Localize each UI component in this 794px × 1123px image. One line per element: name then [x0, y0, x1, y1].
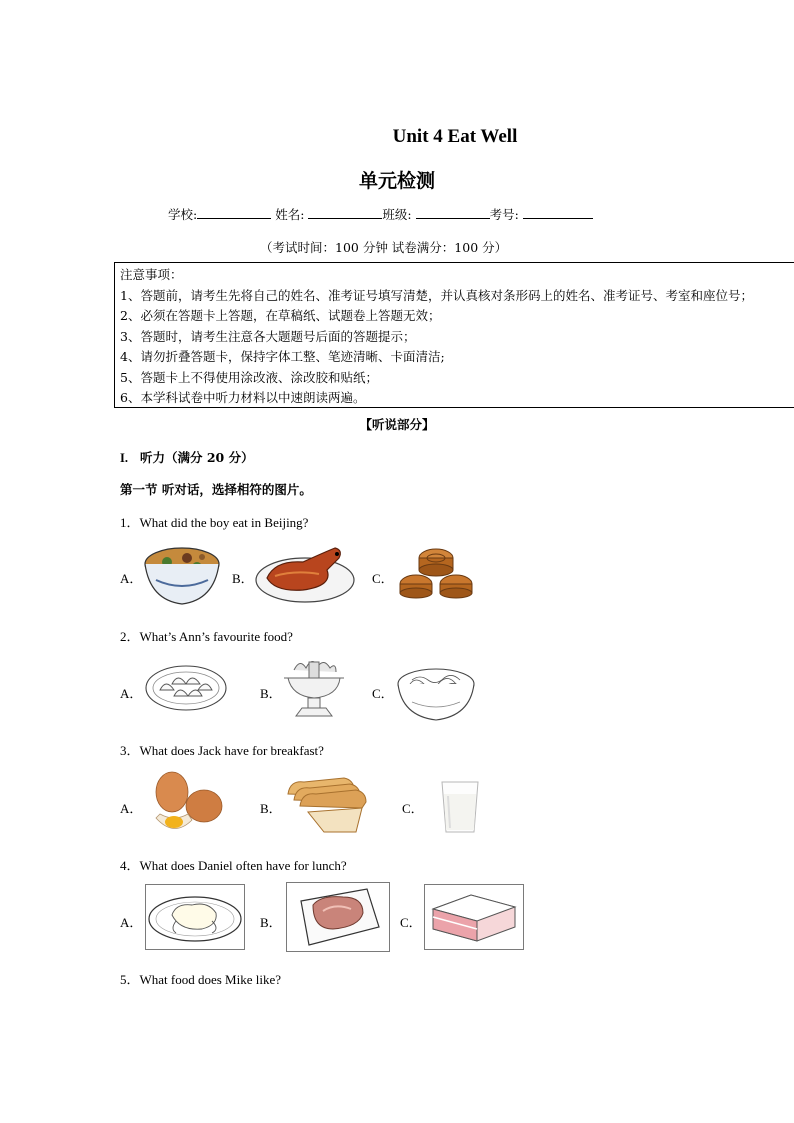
option-label[interactable]: B． [260, 686, 282, 701]
notice-heading: 注意事项： [120, 267, 183, 282]
option-label[interactable]: B． [260, 801, 282, 816]
notice-item: 6、本学科试卷中听力材料以中速朗读两遍。 [120, 390, 366, 405]
page-title: Unit 4 Eat Well [392, 126, 518, 147]
option-label[interactable]: C． [372, 686, 394, 701]
milk-image [440, 780, 480, 834]
notice-item: 1、答题前，请考生先将自己的姓名、准考证号填写清楚，并认真核对条形码上的姓名、准考证号、考室和座位号； [120, 287, 753, 303]
section-heading: 【听说部分】 [359, 417, 435, 432]
part-number: I. [120, 451, 128, 465]
roast-duck-image [255, 542, 355, 604]
notice-item: 4、请勿折叠答题卡，保持字体工整、笔迹清晰、卡面清洁; [120, 349, 445, 364]
option-label[interactable]: C． [402, 801, 424, 816]
option-label[interactable]: B． [260, 915, 282, 930]
page-subtitle: 单元检测 [358, 170, 435, 192]
class-label: 班级: [382, 207, 412, 222]
option-label[interactable]: A． [120, 801, 143, 816]
notice-box [114, 262, 794, 408]
question-text: 5．What food does Mike like? [120, 972, 282, 987]
option-label[interactable]: A． [120, 686, 143, 701]
dumplings-image [144, 662, 228, 712]
chicken-image-frame [145, 884, 245, 950]
class-blank[interactable] [416, 206, 490, 219]
name-blank[interactable] [308, 206, 382, 219]
option-label[interactable]: A． [120, 915, 143, 930]
option-label[interactable]: C． [372, 571, 394, 586]
question-text: 4．What does Daniel often have for lunch? [120, 858, 347, 873]
hot-pot-image [284, 656, 346, 722]
option-label[interactable]: B． [232, 571, 254, 586]
part-label: 听力（满分 20 分） [140, 450, 254, 465]
school-blank[interactable] [197, 206, 271, 219]
meat-image-frame [286, 882, 390, 952]
student-info-line [168, 205, 593, 223]
mooncakes-image [398, 544, 474, 602]
bread-image [284, 772, 372, 834]
pork-image [425, 885, 523, 949]
exam-no-label: 考号: [489, 207, 519, 222]
eggs-image [150, 768, 226, 836]
chicken-image [146, 885, 244, 949]
option-label[interactable]: C． [400, 915, 422, 930]
section-instruction: 第一节 听对话，选择相符的图片。 [120, 482, 312, 497]
part-heading [120, 448, 254, 466]
option-label[interactable]: A． [120, 571, 143, 586]
question-text: 1．What did the boy eat in Beijing? [120, 515, 309, 530]
notice-item: 5、答题卡上不得使用涂改液、涂改胶和贴纸； [120, 369, 378, 385]
exam-no-blank[interactable] [523, 206, 593, 219]
meat-image [287, 883, 389, 951]
name-label: 姓名: [275, 207, 305, 222]
notice-item: 3、答题时，请考生注意各大题题号后面的答题提示； [120, 328, 416, 344]
noodles-image [396, 662, 478, 724]
pork-image-frame [424, 884, 524, 950]
notice-item: 2、必须在答题卡上答题，在草稿纸、试题卷上答题无效； [120, 308, 441, 323]
school-label: 学校: [168, 207, 198, 222]
noodle-bowl-image [142, 540, 222, 608]
question-text: 3．What does Jack have for breakfast? [120, 743, 324, 758]
exam-time-info: （考试时间：100 分钟 试卷满分：100 分） [260, 240, 508, 255]
question-text: 2．What’s Ann’s favourite food? [120, 629, 293, 644]
